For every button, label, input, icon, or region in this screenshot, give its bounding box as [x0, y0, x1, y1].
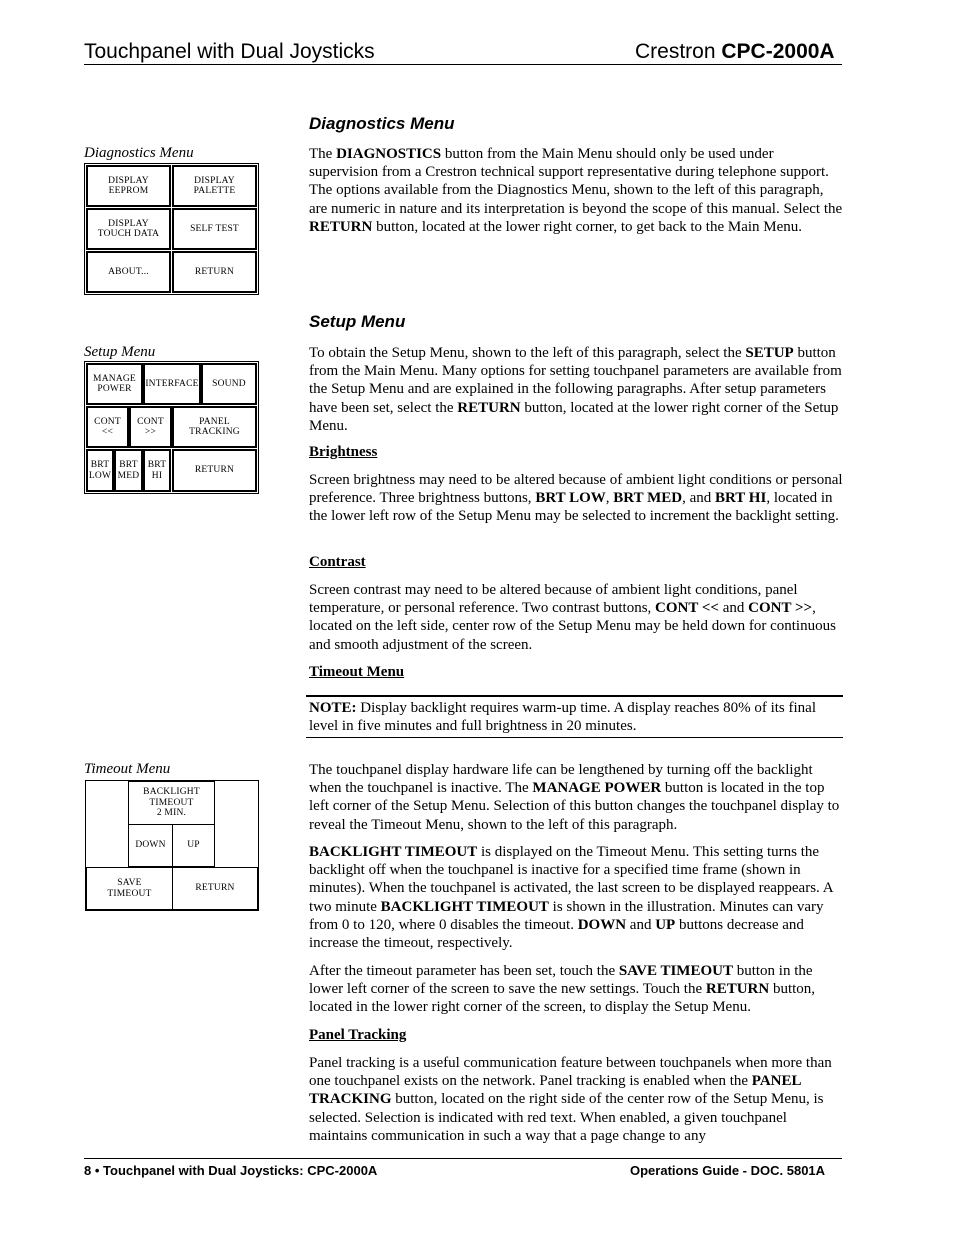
- backlight-timeout-display: [128, 781, 215, 825]
- text-run: buttons decrease and increase the timeout, respectively.: [309, 916, 804, 952]
- self-test-button: [172, 208, 257, 250]
- display-touch-data-button: [86, 208, 171, 250]
- button-label: MANAGE POWER: [93, 373, 136, 394]
- bold-term: RETURN: [309, 218, 373, 235]
- setup-menu-figure: [84, 361, 259, 494]
- text-run: , located on the left side, center row of the Setup Menu may be held down for continuous and smooth adjustment of the screen.: [309, 600, 836, 653]
- text-run: is displayed on the Timeout Menu. This setting turns the backlight off when the touchpanel is inactive for a specified time frame (shown in minutes). When the touchpanel is activated, the last screen to be displayed reappears. A two minute: [309, 844, 833, 915]
- brt-hi-button: [143, 449, 171, 492]
- button-label: BRT LOW: [88, 460, 112, 481]
- cont-down-button: [86, 406, 129, 448]
- bold-term: BRT LOW: [535, 490, 606, 507]
- text-run: The: [309, 146, 337, 162]
- button-label: DISPLAY PALETTE: [193, 175, 236, 196]
- button-label: DOWN: [135, 840, 166, 851]
- button-label: RETURN: [194, 266, 235, 277]
- text-run: button is located in the top left corner of the Setup Menu. Selection of this button changes the touchpanel display to reveal the Timeout Menu, shown to the left of this paragraph.: [309, 780, 840, 833]
- bold-term: DOWN: [577, 916, 627, 933]
- text-run: button from the Main Menu should only be used under supervision from a Crestron technical support representative during telephone support. The options available from the Diagnostics Menu, shown to the left of this paragraph, are numeric in nature and its interpretation is beyond the scope of this manual. Select the: [309, 146, 843, 217]
- footer-doc-title: Touchpanel with Dual Joysticks: CPC-2000A: [103, 1163, 378, 1178]
- button-label: BRT MED: [117, 460, 140, 481]
- timeout-paragraph-3: [309, 962, 843, 1017]
- text-run: Screen contrast may need to be altered because of ambient light conditions, panel temperature, or personal reference. Two contrast buttons,: [309, 582, 798, 617]
- bold-term: BACKLIGHT TIMEOUT: [309, 844, 478, 860]
- down-button: [128, 824, 173, 867]
- diagnostics-paragraph: [309, 145, 843, 236]
- panel-tracking-heading: Panel Tracking: [309, 1027, 407, 1043]
- text-run: , located in the lower left row of the Setup Menu may be selected to increment the backlight setting.: [309, 490, 839, 525]
- text-run: ,: [605, 490, 614, 507]
- footer-doc-number: Operations Guide - DOC. 5801A: [630, 1163, 826, 1178]
- button-label: RETURN: [195, 883, 235, 894]
- footer-bullet: •: [94, 1163, 100, 1178]
- bold-term: CONT >>: [748, 600, 813, 617]
- up-button: [172, 824, 215, 867]
- footer-rule: [84, 1158, 842, 1159]
- bold-term: SAVE TIMEOUT: [618, 963, 733, 979]
- timeout-caption: Timeout Menu: [84, 761, 171, 777]
- about-button: [86, 251, 171, 293]
- bold-term: SETUP: [745, 345, 794, 361]
- button-label: CONT <<: [94, 416, 121, 437]
- save-timeout-button: [86, 867, 173, 910]
- brightness-heading: Brightness: [309, 444, 378, 460]
- text-run: The touchpanel display hardware life can be lengthened by turning off the backlight when the touchpanel is inactive. The: [309, 762, 813, 797]
- brt-low-button: [86, 449, 114, 492]
- button-label: PANEL TRACKING: [189, 416, 240, 437]
- timeout-menu-figure: [85, 780, 259, 911]
- button-label: RETURN: [194, 465, 235, 476]
- setup-paragraph: [309, 344, 843, 435]
- setup-caption: Setup Menu: [84, 344, 156, 360]
- text-run: To obtain the Setup Menu, shown to the left of this paragraph, select the: [309, 345, 746, 361]
- bold-term: BRT HI: [715, 490, 767, 507]
- timeout-heading: Timeout Menu: [309, 664, 405, 680]
- display-palette-button: [172, 165, 257, 207]
- contrast-paragraph: [309, 581, 843, 654]
- bold-term: PANEL TRACKING: [309, 1073, 801, 1108]
- button-label: INTERFACE: [145, 378, 199, 389]
- interface-button: [143, 363, 201, 405]
- button-label: UP: [187, 840, 200, 851]
- brightness-paragraph: [309, 471, 843, 526]
- bold-term: UP: [655, 916, 676, 933]
- bold-term: BACKLIGHT TIMEOUT: [380, 898, 549, 915]
- contrast-heading: Contrast: [309, 554, 366, 570]
- bold-term: BRT MED: [613, 490, 683, 507]
- bold-term: RETURN: [705, 981, 770, 998]
- text-run: After the timeout parameter has been set, touch the: [309, 963, 619, 979]
- text-run: Display backlight requires warm-up time. A display reaches 80% of its final level in five minutes and full brightness in 20 minutes.: [309, 700, 816, 735]
- button-label: SOUND: [212, 378, 246, 389]
- timeout-return-button: [172, 867, 258, 910]
- brand-name: Crestron: [635, 40, 716, 63]
- button-label: DISPLAY TOUCH DATA: [97, 218, 160, 239]
- setup-return-button: [172, 449, 257, 492]
- button-label: BACKLIGHT TIMEOUT 2 MIN.: [143, 787, 200, 819]
- footer-left: [84, 1163, 377, 1178]
- button-label: DISPLAY EEPROM: [108, 175, 149, 196]
- bold-term: CONT <<: [655, 600, 719, 617]
- diagnostics-menu-figure: [84, 163, 259, 295]
- display-eeprom-button: [86, 165, 171, 207]
- timeout-paragraph-1: [309, 761, 843, 834]
- note-paragraph: [309, 699, 843, 735]
- bold-term: MANAGE POWER: [532, 780, 662, 797]
- panel-tracking-button: [172, 406, 257, 448]
- header-rule: [84, 64, 842, 65]
- running-header-model: [635, 40, 835, 64]
- text-run: button, located on the right side of the center row of the Setup Menu, is selected. Selection is indicated with red text. When enabled, a given touchpanel maintains communication in such a way that a page change to any: [309, 1091, 824, 1144]
- text-run: and: [718, 600, 749, 617]
- brt-med-button: [114, 449, 143, 492]
- text-run: button, located in the lower right corner of the screen, to display the Setup Menu.: [309, 981, 816, 1016]
- text-run: button, located at the lower right corner, to get back to the Main Menu.: [372, 218, 803, 235]
- button-label: SAVE TIMEOUT: [107, 878, 152, 899]
- button-label: SELF TEST: [190, 223, 239, 234]
- button-label: ABOUT...: [108, 266, 149, 277]
- text-run: Screen brightness may need to be altered because of ambient light conditions or personal preference. Three brightness buttons,: [309, 472, 843, 507]
- bold-term: DIAGNOSTICS: [336, 146, 442, 162]
- manage-power-button: [86, 363, 143, 405]
- cont-up-button: [129, 406, 172, 448]
- page-number: 8: [84, 1163, 92, 1178]
- text-run: Panel tracking is a useful communication feature between touchpanels when more than one touchpanel exists on the network. Panel tracking is enabled when the: [309, 1055, 832, 1090]
- diagnostics-return-button: [172, 251, 257, 293]
- diagnostics-caption: Diagnostics Menu: [84, 145, 194, 161]
- model-name: CPC-2000A: [721, 40, 835, 63]
- timeout-paragraph-2: [309, 843, 843, 952]
- panel-tracking-paragraph: [309, 1054, 843, 1145]
- text-run: button, located at the lower right corner of the Setup Menu.: [309, 399, 839, 434]
- sound-button: [201, 363, 257, 405]
- text-run: button in the lower left corner of the screen to save the new settings. Touch the: [309, 963, 813, 998]
- text-run: is shown in the illustration. Minutes can vary from 0 to 120, where 0 disables the timeout.: [309, 898, 824, 933]
- running-header-title: Touchpanel with Dual Joysticks: [84, 40, 375, 63]
- text-run: , and: [682, 490, 715, 507]
- button-label: BRT HI: [147, 460, 167, 481]
- diagnostics-heading: Diagnostics Menu: [309, 114, 455, 133]
- setup-heading: Setup Menu: [309, 312, 406, 331]
- text-run: button from the Main Menu. Many options for setting touchpanel parameters are available from the Setup Menu and are explained in the following paragraphs. After setup parameters have been set, select the: [309, 345, 842, 416]
- text-run: and: [626, 916, 656, 933]
- bold-term: RETURN: [457, 399, 521, 416]
- button-label: CONT >>: [137, 416, 164, 437]
- bold-term: NOTE:: [309, 700, 357, 716]
